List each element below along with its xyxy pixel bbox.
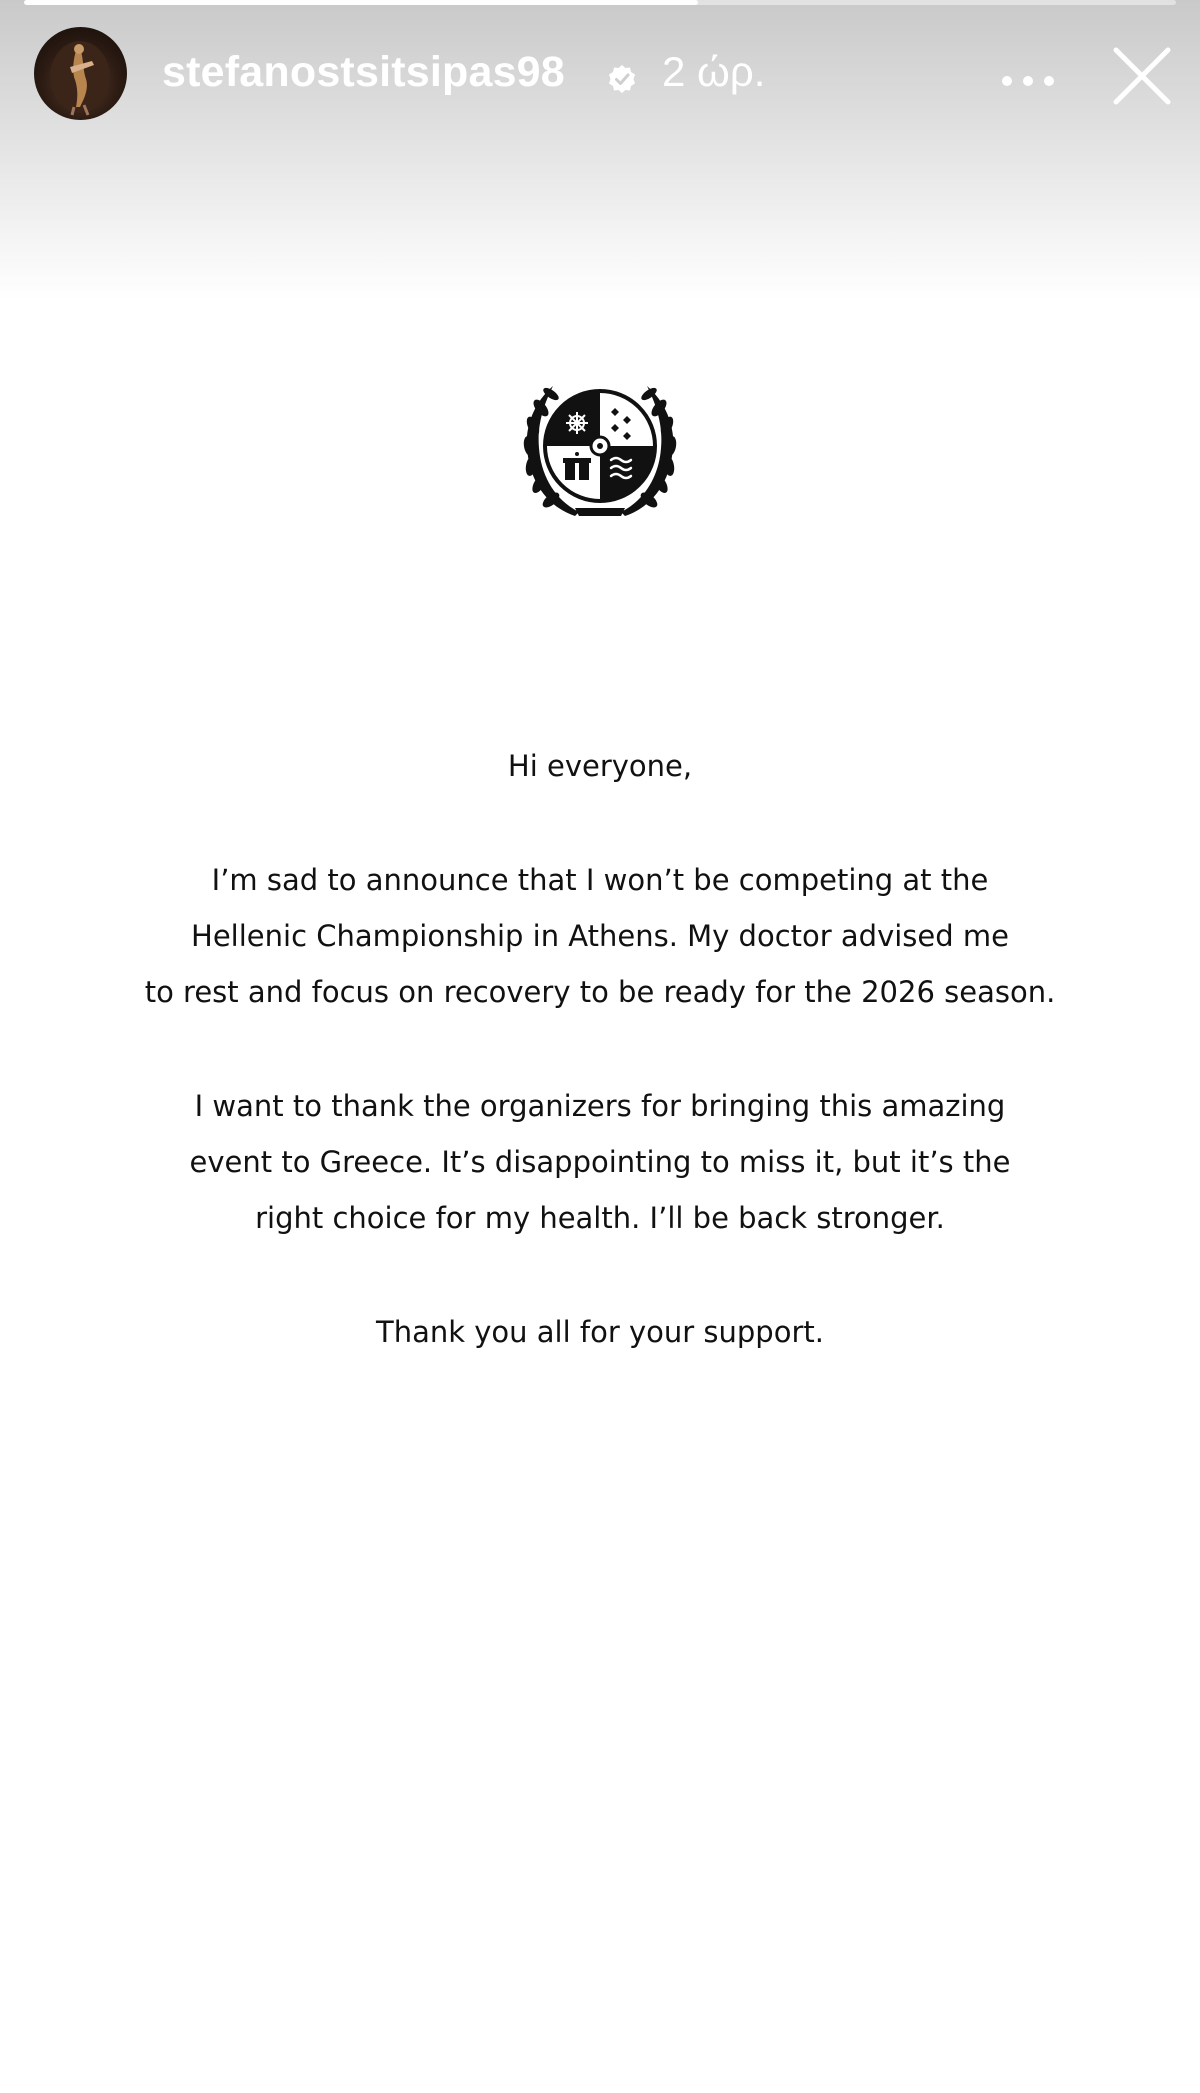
paragraph-two: I want to thank the organizers for bringing this amazing event to Greece. It’s disappointing to miss it, but it’s the right choice for my health. I’ll be back stronger. xyxy=(189,1089,1011,1235)
closing-text: Thank you all for your support. xyxy=(376,1315,824,1349)
crest-emblem-icon xyxy=(515,376,685,526)
verified-badge-icon xyxy=(607,64,637,94)
more-horizontal-icon[interactable] xyxy=(1000,74,1056,88)
story-time-ago: 2 ώρ. xyxy=(662,48,766,95)
story-progress-bar xyxy=(24,0,1176,5)
avatar[interactable] xyxy=(34,27,127,120)
paragraph-one: I’m sad to announce that I won’t be competing at the Hellenic Championship in Athens. My doctor advised me to rest and focus on recovery to be ready for the 2026 season. xyxy=(144,863,1056,1009)
story-progress-fill xyxy=(24,0,698,5)
spacer xyxy=(0,1020,1200,1078)
story-username[interactable]: stefanostsitsipas98 xyxy=(162,48,565,96)
spacer xyxy=(0,794,1200,852)
announcement-text xyxy=(0,738,1200,1360)
avatar-photo-icon xyxy=(34,27,127,120)
story-header xyxy=(0,22,1200,122)
greeting-text: Hi everyone, xyxy=(507,749,693,783)
close-icon[interactable] xyxy=(1110,44,1174,108)
spacer xyxy=(0,1246,1200,1304)
